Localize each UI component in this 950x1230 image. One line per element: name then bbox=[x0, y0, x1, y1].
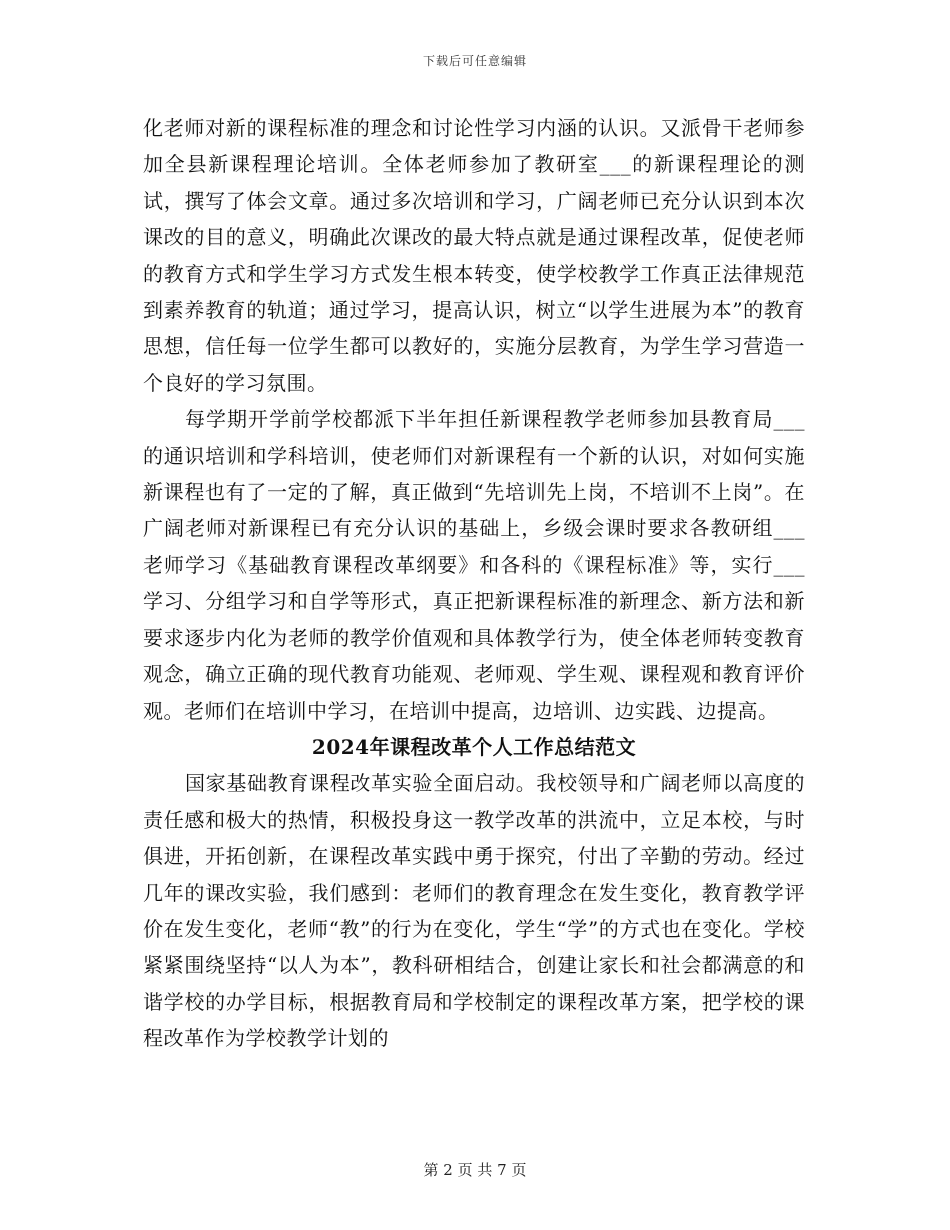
page-header: 下载后可任意编辑 bbox=[422, 54, 527, 68]
section-title: 2024年课程改革个人工作总结范文 bbox=[311, 734, 637, 759]
paragraph-intro: 国家基础教育课程改革实验全面启动。我校领导和广阔老师以高度的责任感和极大的热情，积极投身这一教学改革的洪流中，立足本校，与时俱进，开拓创新，在课程改革实践中勇于探究，付出了辛勤的劳动。经过几年的课改实验，我们感到：老师们的教育理念在发生变化，教育教学评价在发生变化，老师“教”的行为在变化，学生“学”的方式也在变化。学校紧紧围绕坚持“以人为本”，教科研相结合，创建让家长和社会都满意的和谐学校的办学目标，根据教育局和学校制定的课程改革方案，把学校的课程改革作为学校教学计划的 bbox=[143, 771, 805, 1051]
paragraph-continued: 化老师对新的课程标准的理念和讨论性学习内涵的认识。又派骨干老师参加全县新课程理论培训。全体老师参加了教研室___的新课程理论的测试，撰写了体会文章。通过多次培训和学习，广阔老师已充分认识到本次课改的目的意义，明确此次课改的最大特点就是通过课程改革，促使老师的教育方式和学生学习方式发生根本转变，使学校教学工作真正法律规范到素养教育的轨道；通过学习，提高认识，树立“以学生进展为本”的教育思想，信任每一位学生都可以教好的，实施分层教育，为学生学习营造一个良好的学习氛围。 bbox=[143, 116, 805, 395]
paragraph-training: 每学期开学前学校都派下半年担任新课程教学老师参加县教育局___的通识培训和学科培训，使老师们对新课程有一个新的认识，对如何实施新课程也有了一定的了解，真正做到“先培训先上岗，不培训不上岗”。在广阔老师对新课程已有充分认识的基础上，乡级会课时要求各教研组___老师学习《基础教育课程改革纲要》和各科的《课程标准》等，实行___学习、分组学习和自学等形式，真正把新课程标准的新理念、新方法和新要求逐步内化为老师的教学价值观和具体教学行为，使全体老师转变教育观念，确立正确的现代教育功能观、老师观、学生观、课程观和教育评价观。老师们在培训中学习，在培训中提高，边培训、边实践、边提高。 bbox=[143, 407, 805, 723]
document-body bbox=[143, 110, 805, 1057]
page-number: 第 2 页 共 7 页 bbox=[423, 1161, 527, 1179]
